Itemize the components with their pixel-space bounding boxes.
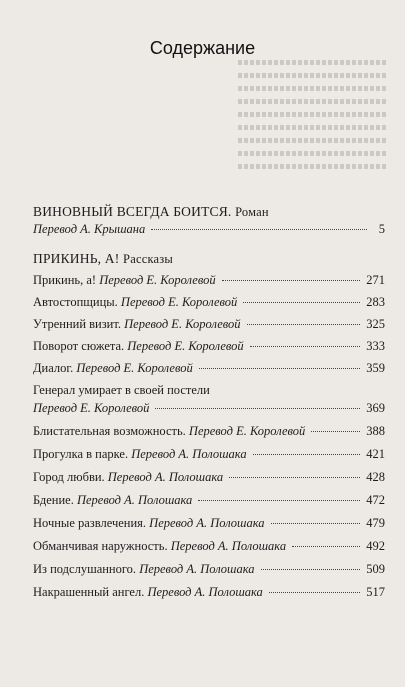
entry-translator: Перевод Е. Королевой	[99, 273, 216, 287]
entry-page: 325	[366, 317, 385, 331]
show-through-text	[238, 60, 388, 177]
dot-leader	[250, 345, 361, 347]
entry-title: Прикинь, а!	[33, 273, 97, 287]
entry-page: 359	[366, 361, 385, 375]
toc-entry[interactable]	[33, 401, 385, 416]
dot-leader	[253, 453, 361, 455]
entry-title: Диалог.	[33, 361, 74, 375]
section-subtitle: Рассказы	[123, 252, 174, 266]
entry-page: 509	[366, 562, 385, 576]
page-title: Содержание	[149, 38, 256, 58]
entry-translator: Перевод А. Полошака	[76, 493, 193, 507]
dot-leader	[292, 545, 360, 547]
entry-translator: Перевод А. Полошака	[149, 516, 265, 530]
toc-entry[interactable]	[33, 361, 385, 376]
toc-entry[interactable]	[33, 516, 385, 531]
entry-translator: Перевод А. Полошака	[131, 447, 247, 461]
toc-entry[interactable]	[33, 317, 385, 332]
entry-page: 517	[366, 585, 385, 599]
entry-translator: Перевод А. Крышана	[33, 222, 146, 236]
toc-entry[interactable]	[33, 539, 385, 554]
entry-title: Бдение.	[33, 493, 74, 507]
toc-entry[interactable]	[33, 493, 385, 508]
toc-entry[interactable]	[33, 222, 385, 237]
entry-title: Прогулка в парке.	[33, 447, 129, 461]
toc-entry[interactable]	[33, 339, 385, 354]
entry-page: 271	[366, 273, 385, 287]
dot-leader	[311, 430, 360, 432]
toc-entry[interactable]	[33, 295, 385, 310]
entry-page: 369	[366, 401, 385, 415]
toc-entry[interactable]	[33, 273, 385, 288]
dot-leader	[151, 228, 367, 230]
dot-leader	[269, 591, 360, 593]
entry-translator: Перевод Е. Королевой	[33, 401, 150, 415]
entry-translator: Перевод А. Полошака	[147, 585, 263, 599]
entry-title: Генерал умирает в своей постели	[33, 383, 210, 397]
entry-translator: Перевод А. Полошака	[107, 470, 224, 484]
entry-page: 333	[366, 339, 385, 353]
section-heading-novel	[33, 204, 269, 220]
section-title: ВИНОВНЫЙ ВСЕГДА БОИТСЯ.	[33, 204, 232, 219]
entry-page: 492	[366, 539, 385, 553]
toc-entry[interactable]	[33, 470, 385, 485]
dot-leader	[247, 323, 361, 325]
dot-leader	[229, 476, 360, 478]
toc-entry[interactable]	[33, 585, 385, 600]
entry-translator: Перевод Е. Королевой	[124, 317, 241, 331]
entry-translator: Перевод Е. Королевой	[127, 339, 244, 353]
entry-page: 283	[366, 295, 385, 309]
section-subtitle: Роман	[235, 205, 269, 219]
dot-leader	[198, 499, 360, 501]
entry-page: 5	[378, 222, 385, 236]
entry-title: Блистательная возможность.	[33, 424, 186, 438]
entry-title: Ночные развлечения.	[33, 516, 147, 530]
entry-page: 388	[366, 424, 385, 438]
dot-leader	[271, 522, 361, 524]
entry-translator: Перевод А. Полошака	[139, 562, 255, 576]
entry-page: 472	[366, 493, 385, 507]
entry-translator: Перевод Е. Королевой	[76, 361, 193, 375]
entry-title: Поворот сюжета.	[33, 339, 125, 353]
dot-leader	[155, 407, 360, 409]
entry-page: 428	[366, 470, 385, 484]
entry-title: Накрашенный ангел.	[33, 585, 145, 599]
entry-translator: Перевод А. Полошака	[170, 539, 287, 553]
toc-entry[interactable]	[33, 562, 385, 577]
entry-title: Утренний визит.	[33, 317, 122, 331]
dot-leader	[199, 367, 361, 369]
entry-translator: Перевод Е. Королевой	[120, 295, 238, 309]
entry-title: Город любви.	[33, 470, 105, 484]
section-title: ПРИКИНЬ, А!	[33, 251, 120, 266]
section-heading-stories	[33, 251, 173, 267]
dot-leader	[243, 301, 360, 303]
toc-entry[interactable]	[33, 447, 385, 462]
entry-page: 421	[366, 447, 385, 461]
entry-page: 479	[366, 516, 385, 530]
dot-leader	[261, 568, 361, 570]
toc-entry[interactable]	[33, 424, 385, 439]
entry-title: Обманчивая наружность.	[33, 539, 168, 553]
entry-title: Из подслушанного.	[33, 562, 137, 576]
entry-translator: Перевод Е. Королевой	[188, 424, 306, 438]
dot-leader	[222, 279, 361, 281]
entry-title: Автостопщицы.	[33, 295, 118, 309]
